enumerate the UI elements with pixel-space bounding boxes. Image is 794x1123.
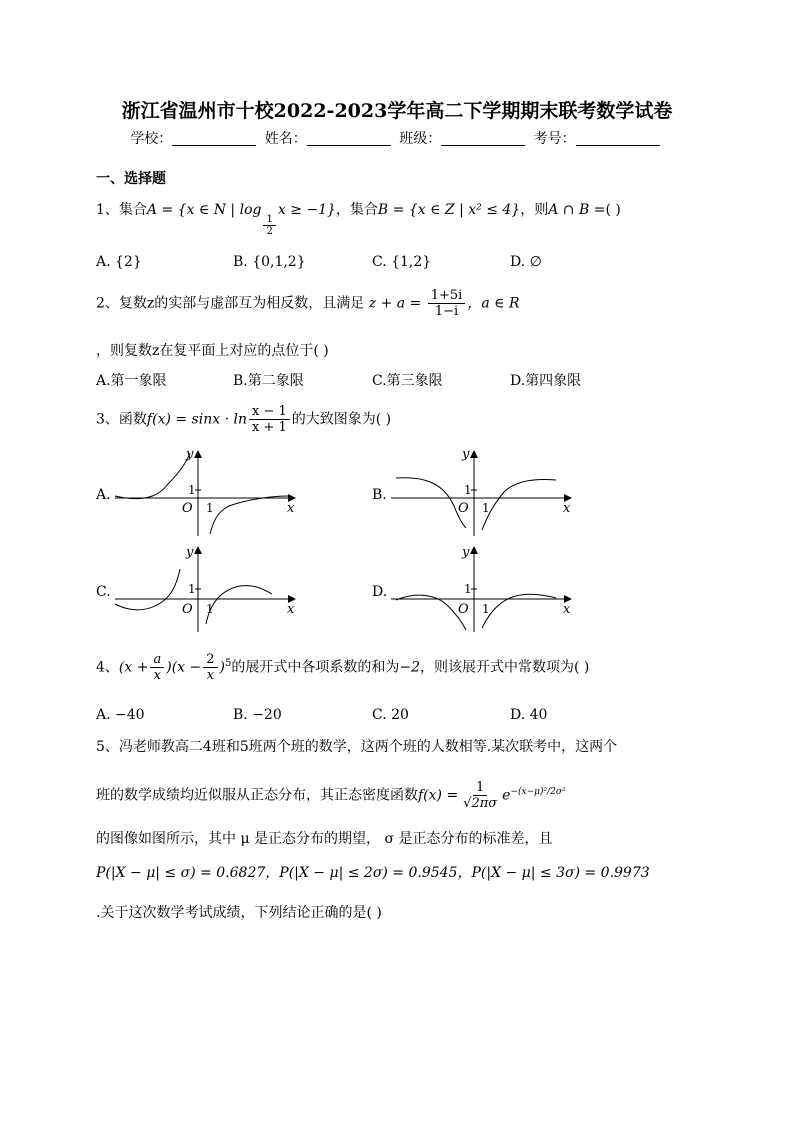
class-label: 班级：: [399, 131, 442, 147]
q3-func: f(x) = sinx · ln: [146, 411, 247, 428]
q1-text-3: ，则: [520, 202, 549, 218]
q1-paren: ( ): [605, 202, 621, 218]
q4-text: 的展开式中各项系数的和为: [231, 659, 400, 676]
q2-option-c: C.第三象限: [372, 373, 443, 389]
svg-text:1: 1: [464, 582, 472, 596]
exam-no-label: 考号：: [533, 131, 576, 147]
q1-set-b: B = {x ∈ Z | x² ≤ 4}: [377, 202, 521, 218]
graph-a-label: A.: [96, 487, 111, 503]
q2-option-d: D.第四象限: [510, 373, 582, 389]
q4-option-a: A. −40: [96, 707, 145, 723]
q2-fraction: $\frac{1+5i}{1-i}$: [428, 288, 466, 319]
q5-number: 5、: [96, 739, 119, 755]
graph-a-origin: O: [182, 501, 193, 516]
svg-text:x: x: [563, 501, 571, 516]
svg-text:O: O: [458, 602, 469, 617]
q3-number: 3、: [96, 411, 119, 428]
page-title: 浙江省温州市十校2022-2023学年高二下学期期末联考数学试卷: [121, 100, 673, 122]
svg-text:x: x: [287, 602, 295, 617]
q4-option-c: C. 20: [372, 707, 409, 723]
q2-number: 2、: [96, 295, 119, 312]
q3-fraction: $\frac{x - 1}{x + 1}$: [249, 404, 290, 435]
q4-option-d: D. 40: [510, 707, 548, 723]
graph-b: [386, 448, 576, 538]
q4-option-b: B. −20: [233, 707, 282, 723]
q2-text: 复数z的实部与虚部互为相反数，且满足: [118, 295, 365, 312]
q5-p1: P(|X − μ| ≤ σ) = 0.6827: [96, 865, 266, 881]
q4-power: 5: [224, 657, 232, 669]
q5-exp: −(x−μ)²/2σ²: [510, 786, 566, 797]
q4-frac-2: $\frac{2}{x}$: [203, 652, 217, 683]
name-label: 姓名：: [264, 131, 307, 147]
q3-text-2: 的大致图象为( ): [291, 411, 392, 428]
q5-fx: f(x) =: [418, 787, 459, 804]
q1-option-a: A. {2}: [96, 254, 142, 270]
q1-log-base: $\frac{1}{2}$: [263, 214, 275, 237]
q2-cond: ，a ∈ R: [467, 295, 520, 312]
q2-option-b: B.第二象限: [233, 373, 304, 389]
question-5: [96, 736, 617, 756]
name-blank: [307, 131, 391, 146]
q1-text-2: ，集合: [335, 202, 378, 218]
q4-number: 4、: [96, 659, 119, 676]
student-info-line: [0, 128, 794, 148]
q5-line-4: .关于这次数学考试成绩，下列结论正确的是( ): [96, 905, 382, 921]
q4-expr-2: )(x −: [166, 659, 202, 676]
q1-set-a-tail: x ≥ −1}: [277, 202, 336, 218]
q4-text-2: ，则该展开式中常数项为( ): [420, 659, 590, 676]
svg-text:O: O: [458, 501, 469, 516]
svg-text:O: O: [182, 602, 193, 617]
svg-text:1: 1: [482, 501, 490, 515]
question-2: [96, 288, 520, 319]
q5-line-2: [96, 780, 566, 811]
class-blank: [441, 131, 525, 146]
question-4: [96, 652, 589, 683]
graph-c: [110, 544, 300, 634]
q2-line-2: ，则复数z在复平面上对应的点位于( ): [96, 343, 329, 359]
graph-a-tick-x: 1: [206, 501, 214, 515]
q2-lhs: z + a =: [368, 295, 422, 312]
q5-line-2-text: 班的数学成绩均近似服从正态分布，其正态密度函数: [96, 787, 418, 804]
school-label: 学校：: [130, 131, 173, 147]
q5-p2: P(|X − μ| ≤ 2σ) = 0.9545: [279, 865, 458, 881]
graph-a-y: y: [186, 448, 194, 462]
q3-text: 函数: [118, 411, 147, 428]
svg-text:1: 1: [188, 582, 196, 596]
q5-line-1: 冯老师教高二4班和5班两个班的数学，这两个班的人数相等.某次联考中，这两个: [118, 739, 618, 755]
section-heading: 一、选择题: [96, 171, 166, 187]
q1-expr: A ∩ B =: [548, 202, 606, 218]
q1-option-b: B. {0,1,2}: [233, 254, 306, 270]
svg-text:x: x: [563, 602, 571, 617]
svg-text:y: y: [462, 545, 470, 560]
graph-b-label: B.: [372, 487, 387, 503]
school-blank: [172, 131, 256, 146]
q1-option-c: C. {1,2}: [372, 254, 432, 270]
q5-frac: $\frac{1}{√2\pi\sigma}$: [463, 780, 498, 811]
q4-expr-1: (x +: [118, 659, 149, 676]
svg-text:1: 1: [482, 602, 490, 616]
question-1: [96, 199, 621, 237]
q5-line-3: 的图像如图所示，其中 μ 是正态分布的期望， σ 是正态分布的标准差，且: [96, 831, 553, 847]
q5-e: e: [502, 787, 511, 804]
q1-set-a: A = {x ∈ N | log: [146, 202, 262, 218]
exam-no-blank: [576, 131, 660, 146]
graph-d-label: D.: [372, 584, 388, 600]
question-3: [96, 404, 391, 435]
y-arrow: [194, 450, 202, 458]
svg-text:1: 1: [206, 602, 214, 616]
graph-a-tick-y: 1: [188, 483, 196, 497]
q1-number: 1、: [96, 202, 119, 218]
graph-d: [386, 544, 576, 634]
q2-option-a: A.第一象限: [96, 373, 167, 389]
q5-p3: P(|X − μ| ≤ 3σ) = 0.9973: [471, 865, 650, 881]
q4-sum: −2: [399, 659, 420, 676]
q1-option-d: D. ∅: [510, 254, 542, 270]
q4-expr-3: ): [219, 659, 225, 676]
q5-probabilities: P(|X − μ| ≤ σ) = 0.6827，P(|X − μ| ≤ 2σ) = 0.9545，P(|X − μ| ≤ 3σ) = 0.9973: [96, 865, 650, 881]
svg-text:y: y: [186, 545, 194, 560]
svg-text:1: 1: [464, 483, 472, 497]
svg-text:y: y: [462, 448, 470, 462]
graph-c-label: C.: [96, 584, 111, 600]
q4-frac-1: $\frac{a}{x}$: [150, 652, 164, 683]
q1-text: 集合: [118, 202, 147, 218]
graph-a-x: x: [287, 501, 295, 516]
graph-a: [110, 448, 300, 538]
